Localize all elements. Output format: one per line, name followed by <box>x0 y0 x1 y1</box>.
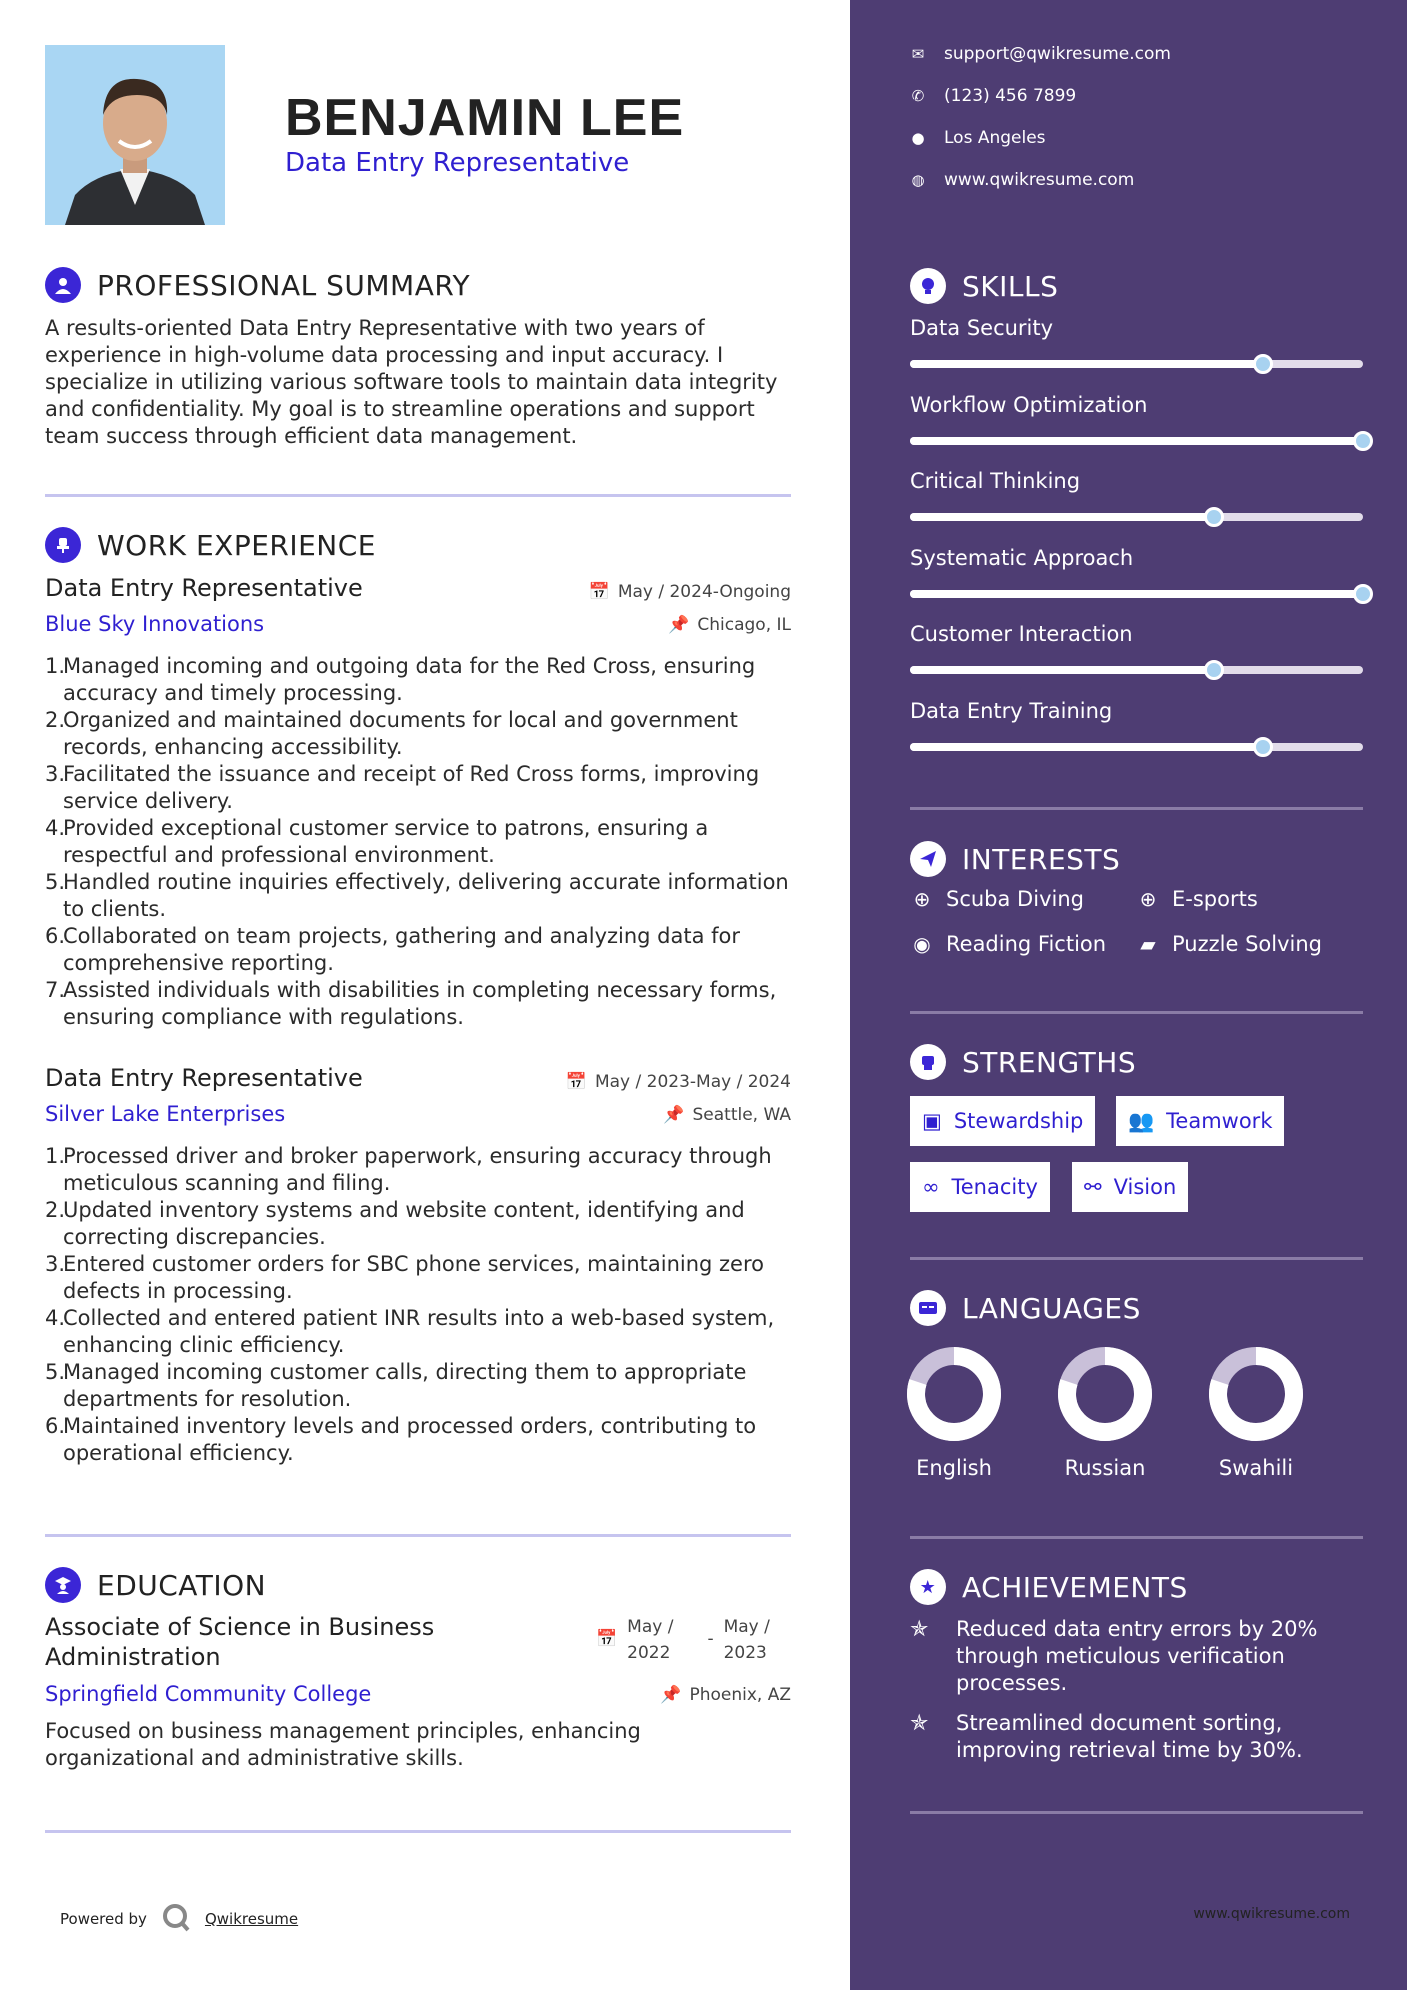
achievement-text: Streamlined document sorting, improving retrieval time by 30%. <box>956 1711 1303 1762</box>
lightbulb-icon <box>910 268 946 304</box>
achievement-item <box>910 1710 1350 1764</box>
lifebuoy-icon: ⊕ <box>1139 887 1157 911</box>
footer-powered <box>60 1902 298 1936</box>
education-text: Focused on business management principles, enhancing organizational and administrative skills. <box>45 1719 641 1770</box>
job-bullets <box>45 1143 795 1467</box>
divider <box>910 1257 1363 1260</box>
degree-line: Administration <box>45 1643 221 1671</box>
interest-label: Puzzle Solving <box>1172 932 1322 956</box>
contact-phone[interactable] <box>910 86 1076 106</box>
interests-heading-text: INTERESTS <box>962 842 1121 876</box>
skill-bar-fill <box>910 590 1363 598</box>
list-item-text: Processed driver and broker paperwork, ensuring accuracy through meticulous scanning and filing. <box>63 1144 772 1195</box>
strength-badge <box>1116 1096 1284 1146</box>
pin-icon: 📌 <box>663 1105 685 1125</box>
job-bullets <box>45 653 795 1031</box>
contact-website-text: www.qwikresume.com <box>944 170 1135 190</box>
list-item: 7. Assisted individuals with disabilities in completing necessary forms, ensuring compliance with regulations. <box>45 977 795 1031</box>
strength-label: Teamwork <box>1166 1109 1273 1133</box>
paper-plane-icon <box>910 841 946 877</box>
divider <box>910 807 1363 810</box>
qwikresume-link[interactable]: Qwikresume <box>204 1910 299 1928</box>
job-date <box>566 1072 791 1092</box>
skill-label: Customer Interaction <box>910 622 1133 646</box>
interest-item <box>1136 887 1258 911</box>
degree <box>45 1612 434 1672</box>
list-item: 4. Provided exceptional customer service to patrons, ensuring a respectful and professional environment. <box>45 815 795 869</box>
languages-heading <box>910 1290 1141 1326</box>
language-donut <box>1206 1344 1306 1444</box>
date-part: May / <box>627 1617 674 1637</box>
skill-bar <box>910 666 1363 674</box>
candidate-title: Data Entry Representative <box>285 148 630 178</box>
list-item: 3. Facilitated the issuance and receipt of Red Cross forms, improving service delivery. <box>45 761 795 815</box>
skill-bar-knob <box>1353 584 1373 604</box>
globe-icon: ◍ <box>911 171 925 189</box>
skill-bar-knob <box>1204 507 1224 527</box>
skill-label: Data Security <box>910 316 1054 340</box>
skill-bar-fill <box>910 513 1214 521</box>
language-donut <box>904 1344 1004 1444</box>
strengths-heading <box>910 1044 1136 1080</box>
list-item-text: Managed incoming and outgoing data for the Red Cross, ensuring accuracy and timely processing. <box>63 654 756 705</box>
calendar-icon: 📅 <box>596 1629 618 1649</box>
skill-bar <box>910 437 1363 445</box>
job-title: Data Entry Representative <box>45 574 363 602</box>
user-icon <box>45 267 81 303</box>
skill-label: Data Entry Training <box>910 698 1113 723</box>
job-company: Silver Lake Enterprises <box>45 1102 286 1126</box>
calendar-icon: 📅 <box>565 1072 587 1092</box>
contact-location <box>910 128 1046 148</box>
language-name: English <box>916 1456 992 1480</box>
phone-icon: ✆ <box>911 87 925 105</box>
job-location-text: Chicago, IL <box>697 615 791 635</box>
language-item <box>894 1344 1014 1480</box>
interest-label: E-sports <box>1172 887 1258 911</box>
strength-badge <box>910 1162 1050 1212</box>
divider <box>45 494 791 497</box>
date-part: 2022 <box>627 1643 671 1663</box>
powered-by-text: Powered by <box>60 1910 147 1928</box>
job-location-text: Seattle, WA <box>692 1105 791 1125</box>
book-icon: ▰ <box>1140 932 1156 956</box>
language-item <box>1045 1344 1165 1480</box>
qwikresume-logo-icon <box>161 1902 191 1936</box>
end-date <box>724 1614 770 1666</box>
list-item-text: Organized and maintained documents for local and government records, enhancing accessibility. <box>63 708 738 759</box>
pin-icon: 📌 <box>660 1685 682 1705</box>
strength-label: Stewardship <box>953 1109 1084 1133</box>
contact-email[interactable] <box>910 44 1171 64</box>
list-item: 5. Handled routine inquiries effectively, delivering accurate information to clients. <box>45 869 795 923</box>
languages-heading-text: LANGUAGES <box>962 1291 1141 1325</box>
degree-line: Associate of Science in Business <box>45 1613 435 1641</box>
divider <box>910 1011 1363 1014</box>
strength-label: Tenacity <box>951 1175 1038 1199</box>
interest-item <box>910 887 1084 911</box>
contact-email-text: support@qwikresume.com <box>944 44 1171 64</box>
list-item: 6. Maintained inventory levels and processed orders, contributing to operational efficiency. <box>45 1413 795 1467</box>
list-item: 1. Managed incoming and outgoing data for the Red Cross, ensuring accuracy and timely processing. <box>45 653 795 707</box>
school-location-text: Phoenix, AZ <box>689 1685 791 1705</box>
interest-label: Reading Fiction <box>946 932 1107 956</box>
date-part: 2023 <box>723 1643 767 1663</box>
education-heading-text: EDUCATION <box>97 1568 267 1602</box>
job-date <box>589 582 791 602</box>
language-donut <box>1055 1344 1155 1444</box>
pin-icon: 📌 <box>668 615 690 635</box>
achievement-item <box>910 1616 1350 1697</box>
contact-website[interactable] <box>910 170 1134 190</box>
graduate-icon <box>45 1567 81 1603</box>
skill-bar <box>910 513 1363 521</box>
divider <box>45 1830 791 1833</box>
education-heading <box>45 1567 266 1603</box>
achievement-text: Reduced data entry errors by 20% through meticulous verification processes. <box>956 1617 1318 1695</box>
list-item: 1. Processed driver and broker paperwork, ensuring accuracy through meticulous scanning and filing. <box>45 1143 795 1197</box>
skill-bar-fill <box>910 437 1363 445</box>
list-item-text: Entered customer orders for SBC phone services, maintaining zero defects in processing. <box>63 1252 764 1303</box>
school-name: Springfield Community College <box>45 1682 372 1706</box>
divider <box>45 1534 791 1537</box>
start-date <box>627 1614 673 1666</box>
language-name: Russian <box>1064 1456 1146 1480</box>
list-item: 2. Organized and maintained documents for local and government records, enhancing accessibility. <box>45 707 795 761</box>
achievements-heading-text: ACHIEVEMENTS <box>962 1570 1188 1604</box>
list-item: 5. Managed incoming customer calls, directing them to appropriate departments for resolution. <box>45 1359 795 1413</box>
summary-heading-text: PROFESSIONAL SUMMARY <box>97 268 471 302</box>
skill-bar-knob <box>1253 737 1273 757</box>
skill-bar-knob <box>1353 431 1373 451</box>
skills-heading <box>910 268 1058 304</box>
list-item: 6. Collaborated on team projects, gathering and analyzing data for comprehensive reporting. <box>45 923 795 977</box>
list-item-text: Assisted individuals with disabilities in completing necessary forms, ensuring compliance with regulations. <box>63 978 777 1029</box>
strength-label: Vision <box>1113 1175 1177 1199</box>
job-date-text: May / 2023-May / 2024 <box>594 1072 791 1092</box>
language-name: Swahili <box>1218 1456 1294 1480</box>
summary-heading <box>45 267 470 303</box>
list-item-text: Handled routine inquiries effectively, delivering accurate information to clients. <box>63 870 789 921</box>
list-item-text: Collected and entered patient INR results into a web-based system, enhancing clinic efficiency. <box>63 1306 775 1357</box>
list-item: 4. Collected and entered patient INR results into a web-based system, enhancing clinic efficiency. <box>45 1305 795 1359</box>
experience-heading <box>45 527 376 563</box>
list-item-text: Managed incoming customer calls, directing them to appropriate departments for resolution. <box>63 1360 747 1411</box>
list-item: 3. Entered customer orders for SBC phone services, maintaining zero defects in processing. <box>45 1251 795 1305</box>
skill-bar-fill <box>910 666 1214 674</box>
contact-location-text: Los Angeles <box>944 128 1046 148</box>
link-icon: ∞ <box>922 1175 940 1199</box>
job-location <box>668 615 791 635</box>
achievements-heading <box>910 1569 1188 1605</box>
date-dash: - <box>707 1629 714 1649</box>
date-part: May / <box>723 1617 770 1637</box>
school-location <box>660 1685 791 1705</box>
users-icon: 👥 <box>1128 1108 1155 1133</box>
skill-label: Critical Thinking <box>910 469 1081 493</box>
star-icon: ✯ <box>910 1711 929 1736</box>
strengths-heading-text: STRENGTHS <box>962 1045 1137 1079</box>
list-item-text: Updated inventory systems and website content, identifying and correcting discrepancies. <box>63 1198 745 1249</box>
job-date-text: May / 2024-Ongoing <box>617 582 791 602</box>
lifebuoy-icon: ⊕ <box>913 887 931 911</box>
envelope-icon: ✉ <box>911 45 925 63</box>
contact-phone-text: (123) 456 7899 <box>944 86 1077 106</box>
star-badge-icon: ★ <box>910 1569 946 1605</box>
skills-heading-text: SKILLS <box>962 269 1059 303</box>
list-item-text: Collaborated on team projects, gathering and analyzing data for comprehensive reporting. <box>63 924 741 975</box>
skill-bar <box>910 743 1363 751</box>
footer-site[interactable]: www.qwikresume.com <box>1193 1906 1350 1922</box>
skill-bar <box>910 590 1363 598</box>
fist-icon <box>910 1044 946 1080</box>
list-item-text: Provided exceptional customer service to patrons, ensuring a respectful and professional environment. <box>63 816 709 867</box>
map-pin-icon: ● <box>911 129 925 147</box>
list-item-text: Facilitated the issuance and receipt of Red Cross forms, improving service delivery. <box>63 762 760 813</box>
list-item: 2. Updated inventory systems and website content, identifying and correcting discrepancies. <box>45 1197 795 1251</box>
interest-item <box>1136 932 1322 956</box>
language-item <box>1196 1344 1316 1480</box>
divider <box>910 1811 1363 1814</box>
interest-label: Scuba Diving <box>946 887 1084 911</box>
language-icon <box>910 1290 946 1326</box>
job-company: Blue Sky Innovations <box>45 612 265 636</box>
interests-heading <box>910 841 1120 877</box>
skill-label: Systematic Approach <box>910 545 1134 570</box>
strength-badge <box>1072 1162 1188 1212</box>
divider <box>910 1536 1363 1539</box>
interest-item <box>910 932 1106 956</box>
job-location <box>663 1105 791 1125</box>
profile-photo <box>45 45 225 225</box>
skill-bar-fill <box>910 743 1263 751</box>
skill-bar-fill <box>910 360 1263 368</box>
toolbox-icon: ▣ <box>922 1109 942 1133</box>
calendar-icon: 📅 <box>588 582 610 602</box>
skill-bar <box>910 360 1363 368</box>
candidate-name: BENJAMIN LEE <box>285 89 685 147</box>
summary-text: A results-oriented Data Entry Representative with two years of experience in high-volume data processing and input accuracy. I specialize in utilizing various software tools to maintain data integrity and confidentiality. My goal is to streamline operations and support team success through efficient data management. <box>45 316 778 448</box>
list-item-text: Maintained inventory levels and processed orders, contributing to operational efficiency. <box>63 1414 757 1465</box>
strength-badge <box>910 1096 1095 1146</box>
star-icon: ✯ <box>910 1617 929 1642</box>
job-title: Data Entry Representative <box>45 1064 363 1092</box>
gamepad-icon: ◉ <box>913 932 931 956</box>
skill-label: Workflow Optimization <box>910 392 1148 417</box>
education-dates <box>596 1614 770 1666</box>
briefcase-chair-icon <box>45 527 81 563</box>
binoculars-icon: ⚯ <box>1084 1175 1102 1199</box>
experience-heading-text: WORK EXPERIENCE <box>97 528 376 562</box>
skill-bar-knob <box>1204 660 1224 680</box>
